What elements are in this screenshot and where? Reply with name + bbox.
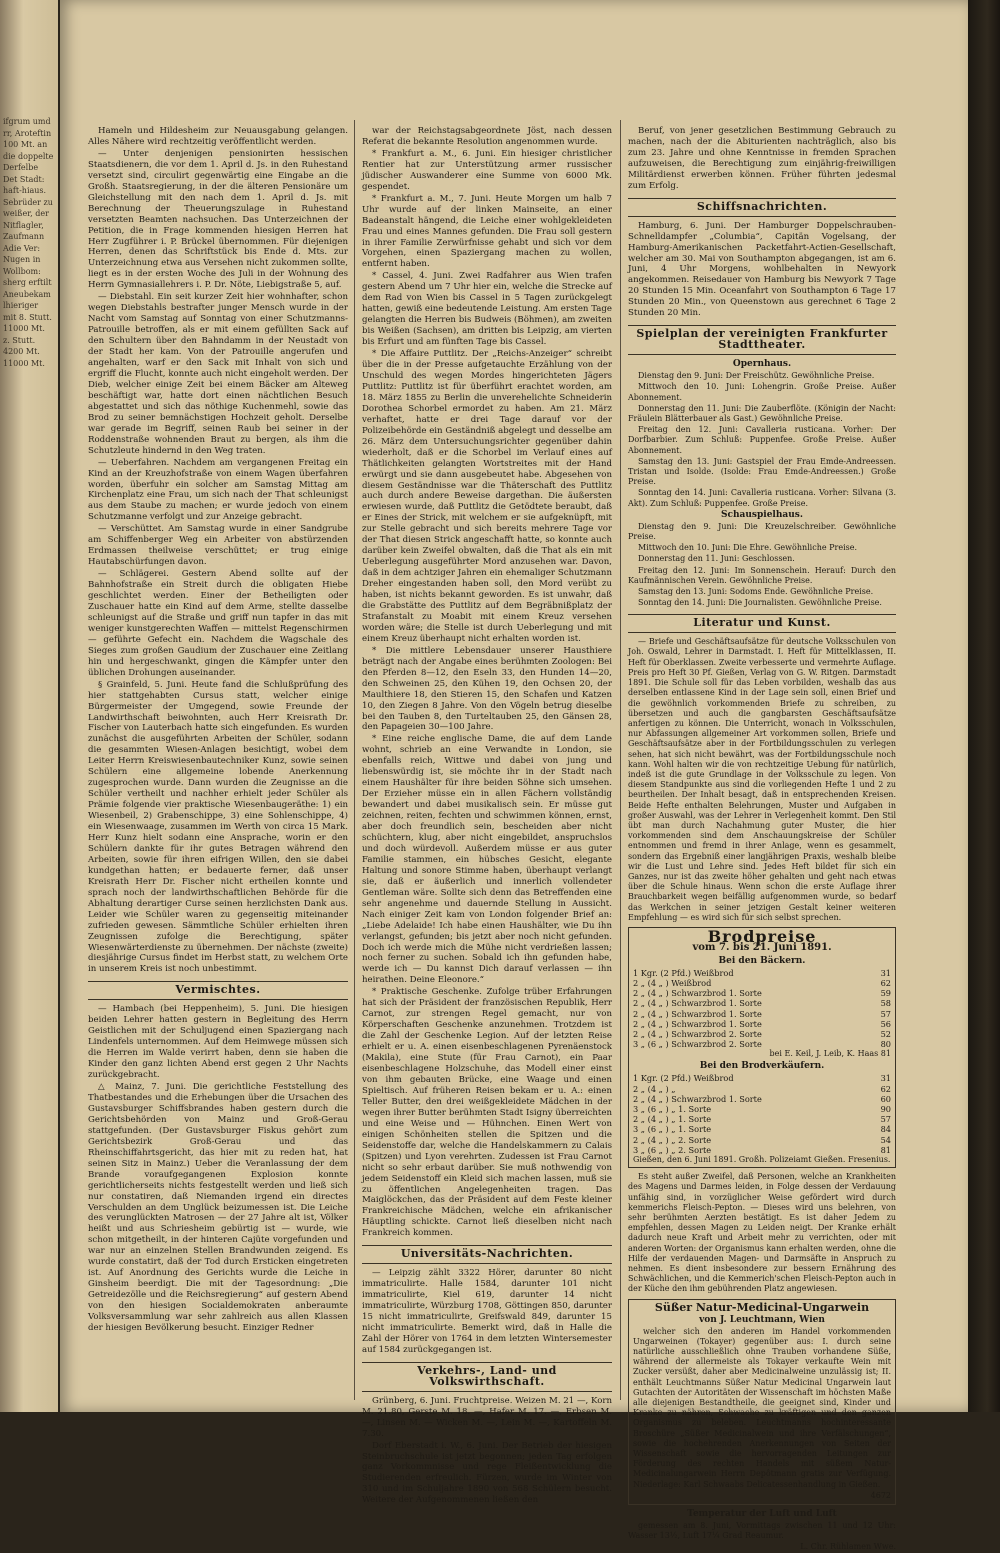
- price-value: 56: [880, 1018, 891, 1029]
- temperature-text: gemessen am 8. Juni, Vormittags zwischen 11 und 12 Uhr: Wasser 13½, Luft 17¼ Grad Reaumur.: [628, 1520, 896, 1540]
- intro-text: Beruf, von jener gesetzlichen Bestimmung Gebrauch zu machen, nach der die Abiturienten nachträglich, also bis zum 23. Jahre und ohne Kenntnisse in fremden Sprachen aufzuweisen, die Berechtigung zum einjährig-freiwilligen Militärdienst erwerben können. Früher führten jedesmal zum Erfolg.: [628, 126, 896, 191]
- university-news: — Leipzig zählt 3322 Hörer, darunter 80 nicht immatriculirte. Halle 1584, darunter 101 nicht immatriculirte, Kiel 619, darunter 14 nicht immatriculirte, Würzburg 1708, Göttingen 850, darunter 15 nicht immatriculirte, Greifswald 849, darunter 15 nicht immatriculirte. Bemerkt wird, daß in Halle die Zahl der Hörer von 1764 in dem letzten Wintersemester auf 1584 zurückgegangen ist.: [362, 1268, 612, 1355]
- price-value: 90: [880, 1103, 891, 1114]
- article-paragraph: 11000 Mt.: [3, 324, 45, 333]
- column-2: [362, 126, 613, 1506]
- price-value: 31: [880, 967, 891, 978]
- article-paragraph: 11000 Mt.: [3, 358, 45, 368]
- article-paragraph: war der Reichstagsabgeordnete Jöst, nach dessen Referat die bekannte Resolution angenommen wurde.: [362, 126, 612, 147]
- column-rule: [354, 120, 355, 1400]
- price-row: [633, 1114, 891, 1124]
- article-paragraph: Freitag den 12. Juni: Cavalleria rusticana. Vorher: Der Dorfbarbier. Zum Schluß: Puppenfee. Große Preise. Außer Abonnement.: [628, 425, 896, 455]
- article-paragraph: Donnerstag den 11. Juni: Die Zauberflöte. (Königin der Nacht: Fräulein Blätterbauer als Gast.) Gewöhnliche Preise.: [628, 403, 896, 423]
- bread-prices-date: vom 7. bis 21. Juni 1891.: [692, 941, 832, 953]
- local-news: [88, 126, 348, 975]
- price-item: 2 „ (4 „ ) „: [633, 1083, 676, 1094]
- price-row: [633, 1094, 891, 1104]
- article-paragraph: Dorf Eberstadt i. W., 6. Juni. Der Betrieb der hiesigen Steinbruchschule ist jetzt begonnen; jeden Tag erfolgen ganz Vorkommnisse und rege Fleißentwicklung die Studierenden erfreulich. Fürzen, wurde im Winter von 310 und im Schuljahre 1890 von 568 Schülern besucht. Weitere der Aufgenommenen ließen den: [362, 1440, 612, 1506]
- article-paragraph: Sonntag den 14. Juni: Cavalleria rusticana. Vorher: Silvana (3. Akt). Zum Schluß: Puppenfee. Große Preise.: [628, 488, 896, 508]
- price-item: 3 „ (6 „ ) „ 1. Sorte: [633, 1124, 712, 1135]
- price-row: [633, 1019, 891, 1029]
- article-paragraph: Grünberg, 6. Juni. Fruchtpreise. Weizen M. 21 —, Korn M. 21.80, Gerste M. 18. —, Hafer M. 17. —, Erbsen M. —, Linsen M. — Wicken M. —, Lein M. —, Kartoffeln M. 7.30.: [362, 1395, 613, 1439]
- article-paragraph: — Diebstahl. Ein seit kurzer Zeit hier wohnhafter, schon wegen Diebstahls bestrafter junger Mensch wurde in der Nacht vom Samstag auf Sonntag von einer Schutzmanns-Patrouille betroffen, als er mit einem gefüllten Sack auf den Schultern über den Bahndamm in der Neustadt von der Stadt her kam. Von der Patrouille angerufen und angehalten, warf er den Sack mit Inhalt von sich und ergriff die Flucht, konnte auch nicht eingeholt werden. Der Dieb, welcher einige Zeit bei einem Bäcker am Alteweg beschäftigt war, hatte dort einen nächtlichen Besuch abgestattet und sich das nöthige Kuchenmehl, sowie das Brod zu seiner bemnächstigen Hochzeit geholt. Derselbe war gerade im Begriff, seinen Raub bei seiner in der Roddenstraße wohnenden Braut zu bergen, als ihm die Schutzleute hindernd in den Weg traten.: [88, 292, 348, 456]
- article-paragraph: — Schlägerei. Gestern Abend sollte auf der Bahnhofstraße ein Streit durch die obligaten Hiebe geschlichtet werden. Einer der Betheiligten oder Zuschauer hatte ein Kind auf dem Arme, stellte dasselbe schleunigst auf die Straße und griff nun tapfer in das mit weniger kunstgerechten Waffen — mittelst Regenschirmen — geführte Gefecht ein. Nachdem die Wagschale des Sieges zum großen Gaudium der Zuschauer eine Zeitlang hin und hergeschwankt, gingen die Kämpfer unter den üblichen Drohungen auseinander.: [88, 569, 348, 678]
- price-row: [633, 1145, 891, 1155]
- price-item: 2 „ (4 „ ) „ 1. Sorte: [633, 1114, 712, 1125]
- ungarwein-text: welcher sich den anderen im Handel vorkommenden Ungarweinen (Tokayer) gegenüber aus: I. durch seine natürliche ausschließlich ohne Trauben vorhandene Süße, während der allermeiste als Tokayer verkaufte Wein mit Zucker versüßt, daher aber Medicinalweine unzulässig ist; II. enthält Leuchtmanns Süßer Natur Medicinal Ungarwein laut Gutachten der Autoritäten der Wissenschaft im höchsten Maße alle diejenigen Bestandtheile, die geeignet sind, Kinder und Kranke zu nähren, Schwache zu kräftigen und den ganzen Organismus zu beleben. Leuchtmanns hochinteressante Broschüre „Süßer Medicinalwein und ihre Verfälschungen“, sowie die hochehrenden Anerkennungen von Seiten der Wissenschaft sowie die hervorragenden Leitungen zur Förderung des rechten Handels mit süßem Natur-Medicinalungarwein Herrn Depôtmann gratis zur Verfügung. Niederlage: Karl Schwaabs Delicatessenhandlung in Gießen.: [633, 1326, 891, 1489]
- bakers-subheading: Bei den Bäckern.: [718, 955, 806, 966]
- article-paragraph: — Hambach (bei Heppenheim), 5. Juni. Die hiesigen beiden Lehrer hatten gestern in Begleitung des Herrn Geistlichen mit der Schuljugend einen Spaziergang nach Lindenfels unternommen. Auf dem Heimwege müssen sich die Herren im Walde verirrt haben, denn sie haben die Kinder den ganz lichten Abend erst gegen 2 Uhr Nachts zurückgebracht.: [88, 1004, 348, 1081]
- price-item: 2 „ (4 „ ) Schwarzbrod 2. Sorte: [633, 1029, 762, 1040]
- price-row: [633, 1009, 891, 1019]
- newspaper-page: [60, 0, 968, 1552]
- article-paragraph: ifgrum umd: [3, 117, 51, 126]
- article-paragraph: * Frankfurt a. M., 7. Juni. Heute Morgen um halb 7 Uhr wurde auf der linken Mainseite, an einer Badeanstalt hängend, die Leiche einer wohlgekleideten Frau und eines Mannes gefunden. Die Frau soll gestern in ihrer Familie Zerwürfnisse gehabt und sich vor dem Vorgehen, einen Spaziergang machen zu wollen, entfernt haben.: [362, 193, 612, 270]
- article-paragraph: Adie Ver:: [3, 243, 41, 253]
- article-paragraph: mit 8. Stutt.: [3, 312, 52, 322]
- price-row: [633, 988, 891, 998]
- column-rule: [620, 120, 621, 1400]
- price-value: 62: [880, 978, 891, 989]
- article-paragraph: △ Mainz, 7. Juni. Die gerichtliche Feststellung des Thatbestandes und die Erhebungen über die Ursachen des Gustavsburger Schiffsbrandes haben gestern durch die Gerichtsbehörden von Mainz und Groß-Gerau stattgefunden. (Der Gustavsburger Fiskus gehört zum Gerichtsbezirk Groß-Gerau und das Rheinschiffahrtsgericht, das hier mit zu reden hat, hat seinen Sitz in Mainz.) Ueber die Veranlassung der dem Brande voraufgegangenen Explosion konnte gerichtlicherseits nichts festgestellt werden und ließ sich nur constatiren, daß Niemanden irgend ein directes Verschulden an dem Unglück beizumessen ist. Die Leiche des verunglückten Matrosen — der 27 Jahre alt ist, Völker heißt und aus Schriesheim gebürtig ist — wurde, wie schon mitgetheilt, in der hinteren Cajüte vorgefunden und war nur an einzelnen Stellen Brandwunden zeigend. Es wurde constatirt, daß der Tod durch Ersticken eingetreten ist. Auf Anordnung des Gerichts wurde die Leiche in Ginsheim beerdigt. Die mit der Tagesordnung: „Die Getreidezölle und die Reichsregierung“ auf gestern Abend von den hiesigen Socialdemokraten anberaumte Volksversammlung war sehr zahlreich aus allen Klassen der hiesigen Bevölkerung besucht. Einziger Redner: [88, 1082, 348, 1333]
- article-paragraph: Sonntag den 14. Juni: Die Journalisten. Gewöhnliche Preise.: [638, 598, 882, 608]
- article-paragraph: Freitag den 12. Juni: Im Sonnenschein. Herauf: Durch den Kaufmännischen Verein. Gewöhnliche Preise.: [628, 565, 896, 585]
- article-paragraph: — Ueberfahren. Nachdem am vergangenen Freitag ein Kind an der Kreuzhofstraße von einem Wagen überfahren worden, überfuhr ein solcher am Samstag Mittag am Kirchenplatz eine Frau, um sich nach der That schleunigst aus dem Staube zu machen; er wurde jedoch von einem Schutzmanne verfolgt und zur Anzeige gebracht.: [88, 457, 348, 523]
- ungarwein-title: Süßer Natur-Medicinal-Ungarwein: [654, 1300, 870, 1314]
- article-paragraph: Samstag den 13. Juni: Gastspiel der Frau Emde-Andreessen. Tristan und Isolde. (Isolde: Frau Emde-Andreessen.) Große Preise.: [628, 456, 896, 487]
- article-paragraph: Nitflagler,: [3, 220, 44, 230]
- price-value: 59: [880, 988, 891, 999]
- article-paragraph: Aneubekam: [3, 289, 51, 299]
- article-paragraph: 100 Mt. an: [3, 140, 48, 149]
- price-row: [633, 1039, 891, 1049]
- regional-news: [362, 126, 612, 1239]
- article-paragraph: Sebrüder zu: [3, 197, 53, 207]
- price-item: 2 „ (4 „ ) Schwarzbrod 1. Sorte: [633, 998, 762, 1009]
- price-row: [633, 968, 891, 978]
- temperature-signature: L. Chr. Rühlamen Wwe.: [800, 1542, 896, 1552]
- article-paragraph: Det Stadt:: [3, 174, 45, 184]
- temperature-title: Temperatur der Luft und Luft: [687, 1508, 837, 1519]
- miscellaneous-news: [88, 1004, 348, 1334]
- book-edge: [968, 0, 1000, 1412]
- price-value: 57: [880, 1008, 891, 1019]
- price-value: 60: [880, 1093, 891, 1104]
- playhouse-subheading: Schauspielhaus.: [721, 509, 803, 520]
- price-value: 80: [880, 1039, 891, 1050]
- opera-house-subheading: Opernhaus.: [732, 359, 792, 370]
- ungarwein-code: 4672: [870, 1490, 891, 1500]
- price-item: 3 „ (6 „ ) Schwarzbrod 2. Sorte: [633, 1039, 762, 1050]
- price-item: 3 „ (6 „ ) „ 1. Sorte: [633, 1103, 712, 1114]
- price-row: [633, 978, 891, 988]
- section-heading-literature: Literatur und Kunst.: [628, 614, 896, 633]
- price-item: 2 „ (4 „ ) „ 2. Sorte: [633, 1134, 712, 1145]
- price-value: 62: [880, 1083, 891, 1094]
- article-paragraph: Derfelbe: [3, 163, 39, 172]
- price-row: [633, 1029, 891, 1039]
- price-value: 31: [880, 1073, 891, 1084]
- price-value: 84: [880, 1124, 891, 1135]
- price-value: 52: [880, 1029, 891, 1040]
- price-item: 3 „ (6 „ ) „ 2. Sorte: [633, 1144, 712, 1155]
- article-paragraph: Dienstag den 9. Juni: Die Kreuzelschreiber. Gewöhnliche Preise.: [628, 521, 896, 541]
- price-value: 58: [880, 998, 891, 1009]
- section-heading-university: Universitäts-Nachrichten.: [362, 1245, 612, 1264]
- article-paragraph: * Eine reiche englische Dame, die auf dem Lande wohnt, schrieb an eine Verwandte in London, sie ebenfalls reich, Wittwe und dabei von jung und liebenswürdig ist, sie möchte ihr in der Stadt nach einem Haushälter für ihre beiden Söhne sich umsehen. Der Erzieher müsse ein in allen Fächern vollständig bewandert und dabei musikalisch sein. Er müsse gut zeichnen, reiten, fechten und schwimmen können, ernst, aber doch freundlich sein, bescheiden aber nicht schüchtern, klug, aber nicht eingebildet, anspruchslos und doch würdevoll. Außerdem müsse er aus guter Familie stammen, ein hübsches Gesicht, elegante Haltung und sonore Stimme haben, überhaupt verlangt sie, daß er äußerlich und innerlich vollendeter Gentleman wäre. Sollte sich denn das Betreffenden eine sehr angenehme und dauernde Stellung in Aussicht. Nach einiger Zeit kam von London folgender Brief an: „Liebe Adelaide! Ich habe einen Haushälter, wie Du ihn verlangst, gefunden; bis jetzt aber noch nicht gefunden. Doch ich werde mich die Mühe nicht verdrießen lassen; noch ferner zu suchen. Sobald ich ihn gefunden habe, werde ich — Du kannst Dich darauf verlassen — ihn heirathen. Deine Eleonore.“: [362, 734, 612, 986]
- article-paragraph: Donnerstag den 11. Juni: Geschlossen.: [638, 554, 795, 564]
- bread-prices-signature: Gießen, den 6. Juni 1891. Großh. Polizeiamt Gießen. Fresenius.: [633, 1154, 891, 1164]
- price-value: 57: [880, 1114, 891, 1125]
- article-paragraph: Hameln und Hildesheim zur Neuausgabung gelangen. Alles Nähere wird rechtzeitig veröffentlicht werden.: [88, 126, 348, 147]
- ungarwein-vendor: von J. Leuchtmann, Wien: [699, 1314, 825, 1325]
- price-item: 1 Kgr. (2 Pfd.) Weißbrod: [633, 1073, 734, 1084]
- article-paragraph: die doppelte: [3, 151, 54, 161]
- dealers-subheading: Bei den Brodverkäufern.: [699, 1061, 825, 1072]
- article-paragraph: weißer, der: [3, 209, 49, 218]
- section-heading-vermischtes: Vermischtes.: [88, 981, 348, 1000]
- dealers-price-table: [633, 1073, 891, 1155]
- bakers-note: bei E. Keil, J. Leib, K. Haas 81: [769, 1049, 891, 1059]
- price-item: 2 „ (4 „ ) Schwarzbrod 1. Sorte: [633, 1093, 762, 1104]
- article-paragraph: Samstag den 13. Juni: Sodoms Ende. Gewöhnliche Preise.: [638, 586, 874, 596]
- section-heading-agriculture: Verkehrs-, Land- und Volkswirthschaft.: [362, 1362, 612, 1392]
- article-paragraph: lhieriger: [3, 301, 39, 310]
- article-paragraph: * Die mittlere Lebensdauer unserer Hausthiere beträgt nach der Angabe eines berühmten Zoologen: Bei den Pferden 8—12, den Eseln 33, den Hunden 14—20, den Schweinen 25, den Kühen 19, den Ochsen 20, der Maulthiere 18, den Stieren 15, den Schafen und Katzen 10, den Ziegen 8 Jahre. Von den Vögeln betrug dieselbe bei den Tauben 8, den Turteltauben 25, den Gänsen 28, den Papageien 30—100 Jahre.: [362, 645, 612, 733]
- price-item: 2 „ (4 „ ) Weißbrod: [633, 978, 712, 989]
- literature-review: — Briefe und Geschäftsaufsätze für deutsche Volksschulen von Joh. Oswald, Lehrer in Darmstadt. I. Heft für Mittelklassen, II. Heft für Oberklassen. Zweite verbesserte und vermehrte Auflage. Preis pro Heft 30 Pf. Gießen, Verlag von G. W. Ritgen. Darmstadt 1891. Die Schule soll für das Leben vorbilden, weshalb das aus derselben entlassene Kind in der Lage sein soll, einen Brief und die gewöhnlich vorkommenden Briefe zu schreiben, zu übersetzen und auch die gangbarsten Geschäftsaufsätze anfertigen zu können. Die Unterricht, wonach in Volksschulen, nur Abfassungen allgemeiner Art vorkommen sollen, Briefe und Geschäftsaufsätze aber in der Fortbildungsschulen zu verlegen sehen, hat sich nicht bewährt, was der Fortbildungsschule noch kann. Wohl halten wir die von rechtzeitige Uebung für natürlich, indeß ist die gute Grundlage in der Volksschule zu legen. Von diesem Standpunkte aus sind die vorliegenden Hefte 1 und 2 zu beurtheilen. Der Inhalt besagt, daß in entsprechenden Kreisen. Beide Hefte enthalten Belehrungen, Muster und Aufgaben in großer Auswahl, was der Lehrer in Verlegenheit kommt. Den Stil übt man durch Nachahmung guter Muster, die hier vorkommenden sind dem Anschauungskreise der Schüler entnommen und fremd in ihrer Anlage, wenn es gesammelt, sondern das Ergebniß einer langjährigen Praxis, weshalb bleibe wir die Lust und Lehre sind. Jedes Heft bildet für sich ein Ganzes, nur ist das zweite höher gehalten und geht nach etwas über die Schule hinaus. Wenn schon die erste Auflage ihrer Brauchbarkeit wegen beifällig aufgenommen wurde, so bedarf das Werkchen in seiner jetzigen Gestalt keiner weiteren Empfehlung — es wird sich für sich selbst sprechen.: [628, 637, 896, 922]
- article-paragraph: * Cassel, 4. Juni. Zwei Radfahrer aus Wien trafen gestern Abend um 7 Uhr hier ein, welche die Strecke auf dem Rad von Wien bis Cassel in 5 Tagen zurückgelegt hatten, gewiß eine bedeutende Leistung. Am ersten Tage gelangten die Herren bis Budweis (Böhmen), am zweiten bis Weißen (Sachsen), am dritten bis Leipzig, am vierten bis Erfurt und am fünften Tage bis Cassel.: [362, 271, 612, 348]
- article-paragraph: Mittwoch den 10. Juni: Lohengrin. Große Preise. Außer Abonnement.: [628, 382, 896, 402]
- article-paragraph: * Frankfurt a. M., 6. Juni. Ein hiesiger christlicher Rentier hat zur Unterstützung armer russischer jüdischer Auswanderer eine Summe von 6000 Mk. gespendet.: [362, 148, 612, 192]
- pepton-advert: Es steht außer Zweifel, daß Personen, welche an Krankheiten des Magens und Darmes leiden, in Folge dessen der Verdauung unfähig sind, in vorzüglicher Weise gefördert wird durch kemmerichs Fleisch-Pepton. — Dieses wird uns belehren, von sehr berühmten Aerzten bestätigt. Es ist daher Jedem zu empfehlen, dessen Magen zu Leiden neigt. Der Kranke erhält dadurch neue Kraft und Arbeit mehr zu verrichten, oder mit anderen Worten: der Organismus kann erhalten werden, ohne die Hilfe der verdauenden Magen- und Darmsäfte in Anspruch zu nehmen. Es dient insbesondere zur bessern Ernährung des Schwächlichen, und die Kemmerich'schen Fleisch-Pepton auch in der Küche den ihm gebührenden Platz angewiesen.: [628, 1172, 896, 1294]
- column-1: [88, 126, 348, 1396]
- agriculture-news: [362, 1396, 612, 1507]
- article-paragraph: Wollbom:: [3, 266, 41, 276]
- price-row: [633, 1084, 891, 1094]
- opera-programme: [628, 371, 896, 509]
- playhouse-programme: [628, 522, 896, 609]
- bakers-price-table: [633, 968, 891, 1050]
- column-3: [628, 126, 896, 1552]
- price-row: [633, 1073, 891, 1083]
- price-item: 2 „ (4 „ ) Schwarzbrod 1. Sorte: [633, 988, 762, 999]
- price-value: 81: [880, 1144, 891, 1155]
- article-paragraph: * Die Affaire Puttlitz. Der „Reichs-Anzeiger“ schreibt über die in der Presse aufgetauchte Erzählung von der Unschuld des wegen Mordes hingerichteten Jägers Puttlitz: Puttlitz ist für überführt erachtet worden, am 18. März 1855 zu Berlin die unverehelichte Schneiderin Dorothea Schorbel ermordet zu haben. Am 21. März verhaftet, hatte er drei Tage darauf vor der Polizeibehörde ein Geständniß abgelegt und desselbe am 26. März dem Untersuchungsrichter gegenüber dahin wiederholt, daß er die Schorbel im Verlauf eines auf Thätlichkeiten gelangten Wortstreites mit der Hand erwürgt und sie dann ausgebeutet habe. Abgesehen von diesem Geständnisse war die Thäterschaft des Puttlitz auch durch andere Beweise dargethan. Die äußersten erwiesen wurde, daß Puttlitz die Getödtete beraubt, daß er Eines der Strick, mit welchem er sie aufgeknüpft, mit zur Stelle gebracht und sich bereits mehrere Tage vor der That diesen Strick angeschafft hatte, so konnte auch darüber kein Zweifel obwalten, daß die That als ein mit Ueberlegung ausgeführter Mord anzusehen war. Davon, daß in dem achtziger Jahren ein ehemaliger Schutzmann Dreher eingestanden haben soll, den Mord verübt zu haben, ist nichts bekannt geworden. Es ist unwahr, daß die Grabstätte des Puttlitz auf dem Begräbnißplatz der Strafanstalt zu Moabit mit einem Kreuz versehen worden wäre; die Stelle ist durch Ueberlegung und mit einem Kreuz überhaupt nicht erhalten worden ist.: [362, 349, 612, 644]
- ship-news: Hamburg, 6. Juni. Der Hamburger Doppelschrauben-Schnelldampfer „Columbia“, Capitän Vogelsang, der Hamburg-Amerikanischen Packetfahrt-Actien-Gesellschaft, welcher am 30. Mai von Southampton abgegangen, ist am 6. Juni, 4 Uhr Morgens, wohlbehalten in Newyork angekommen. Reisedauer von Hamburg bis Newyork 7 Tage 20 Stunden 15 Min. Oceanfahrt von Southampton 6 Tage 17 Stunden 20 Min., von Queenstown aus gerechnet 6 Tage 2 Stunden 20 Min.: [628, 220, 896, 319]
- price-item: 1 Kgr. (2 Pfd.) Weißbrod: [633, 967, 734, 978]
- ungarwein-advert: [628, 1299, 896, 1505]
- article-paragraph: haft-hiaus.: [3, 186, 47, 195]
- adjacent-page-strip: [0, 0, 58, 1412]
- bread-prices-title: Brodpreise: [707, 926, 817, 946]
- article-paragraph: § Grainfeld, 5. Juni. Heute fand die Schlußprüfung des hier stattgehabten Cursus statt, welcher einige Bürgermeister der Umgegend, sowie Freunde der Landwirthschaft beiwohnten, auch Herr Kreisrath Dr. Fischer von Lauterbach hatte sich eingefunden. Es wurden zunächst die ausgeführten Arbeiten der Schüler, sodann die gesammten Wiesen-Anlagen besichtigt, wobei dem Leiter Herrn Kreiswiesenbautechniker Kunz, sowie seinen Schülern eine allgemeine lobende Anerkennung zugesprochen wurde. Dann wurden die Zeugnisse an die Schüler vertheilt und nachher erhielt jeder Schüler als Prämie folgende vier praktische Wiesenbaugeräthe: 1) ein Wiesenbeil, 2) Grabenschippe, 3) eine Sohlenschippe, 4) ein Wiesenwaage, zusammen im Werth von circa 15 Mark. Herr Kunz hielt sodann eine Ansprache, worin er den Schülern dankte für ihr gutes Betragen während den Arbeiten, sowie für ihren eifrigen Willen, den sie dabei kundgethan hatten; er bedauerte ferner, daß unser Kreisrath Herr Dr. Fischer nicht ertheilen konnte und sprach noch der landwirthschaftlichen Behörde für die Abhaltung derartiger Curse seinen herzlichsten Dank aus. Leider wie Schüler waren zu gegenseitig miteinander zufrieden gewesen. Sämmtliche Schüler erhielten ihren Zeugnissen zufolge die Berechtigung, später Wiesenwärterdienste zu übernehmen. Der nächste (zweite) diesjährige Cursus findet im Herbst statt, zu welchem Orte in unserem Kreis ist noch unbestimmt.: [88, 679, 348, 975]
- article-paragraph: 4200 Mt.: [3, 347, 40, 356]
- section-heading-ships: Schiffsnachrichten.: [628, 198, 896, 217]
- article-paragraph: — Unter denjenigen pensionirten hessischen Staatsdienern, die vor dem 1. April d. Js. in den Ruhestand versetzt sind, circulirt gegenwärtig eine Eingabe an die Großh. Staatsregierung, in der die älteren Pensionäre um Gleichstellung mit den nach dem 1. April d. Js. mit Berechnung der Theuerungszulage in Ruhestand versetzten Beamten nachsuchen. Das Unterzeichnen der Petition, die in Frage kommenden hiesigen Herren hat Herr Zugführer i. P. Brückel übernommen. Für diejenigen Herren, denen das Schriftstück bis Ende d. Mts. zur Unterzeichnung etwa aus Versehen nicht zukommen sollte, liegt es in der ersten Woche des Juli in der Wohnung des Herrn Gymnasiallehrers i. P. Dr. Nöte, Liebigstraße 5, auf.: [88, 148, 348, 291]
- article-paragraph: Dienstag den 9. Juni: Der Freischütz. Gewöhnliche Preise.: [638, 371, 875, 381]
- adjacent-page-fragments: [0, 0, 58, 369]
- price-row: [633, 1135, 891, 1145]
- article-paragraph: * Praktische Geschenke. Zufolge trüber Erfahrungen hat sich der Präsident der französischen Republik, Herr Carnot, zur strengen Regel gemacht, nur von Körperschaften Geschenke anzunehmen. Trotzdem ist die Zahl der Geschenke Legion. Auf der letzten Reise erhielt er u. A. einen eisenbeschlagenen Pyrenäenstock (Makila), eine Stute (für Frau Carnot), ein Paar eisenbeschlagene Holzschuhe, das Modell einer einst von ihm gebauten Brücke, eine Waage und einen Spieltisch. Auf früheren Reisen bekam er u. A.: einen Teller Butter, den drei weißgekleidete Mädchen in der wegen ihrer Butter berühmten Stadt Isigny überreichten und eine Weise und — Hühnchen. Einen Wert von einigen Schönheiten stellen die Spitzen und die Seidenstoffe dar, welche die Handelskammern zu Calais (Spitzen) und Lyon verehrten. Zudessen ist Frau Carnot nicht so sehr erbaut darüber. Sie muß nothwendig von jedem Seidenstoff ein Kleid sich machen lassen, muß sie zu öffentlichen Angelegenheiten tragen. Das Maiglöckchen, das der Präsident auf dem Feste kleiner Frankreichische Mädchen, welche ein afrikanischer Häuptling schickte. Carnot ließ dieselben nicht nach Frankreich kommen.: [362, 987, 612, 1239]
- price-item: 2 „ (4 „ ) Schwarzbrod 1. Sorte: [633, 1008, 762, 1019]
- price-row: [633, 1104, 891, 1114]
- bread-prices-box: [628, 927, 896, 1168]
- section-heading-theater: Spielplan der vereinigten Frankfurter Stadttheater.: [628, 325, 896, 355]
- price-row: [633, 1124, 891, 1134]
- price-row: [633, 998, 891, 1008]
- article-paragraph: rr, Aroteftin: [3, 128, 52, 138]
- price-item: 2 „ (4 „ ) Schwarzbrod 1. Sorte: [633, 1018, 762, 1029]
- article-paragraph: — Verschüttet. Am Samstag wurde in einer Sandgrube am Schiffenberger Weg ein Arbeiter von abstürzenden Erdmassen theilweise verschüttet; er trug einige Hautabschürfungen davon.: [88, 524, 348, 568]
- article-paragraph: sherg erftilt: [3, 278, 52, 287]
- article-paragraph: Mittwoch den 10. Juni: Die Ehre. Gewöhnliche Preise.: [638, 543, 858, 553]
- article-paragraph: Zaufmann: [3, 232, 45, 241]
- price-value: 54: [880, 1134, 891, 1145]
- article-paragraph: z. Stutt.: [3, 335, 36, 345]
- article-paragraph: Nugen in: [3, 255, 41, 264]
